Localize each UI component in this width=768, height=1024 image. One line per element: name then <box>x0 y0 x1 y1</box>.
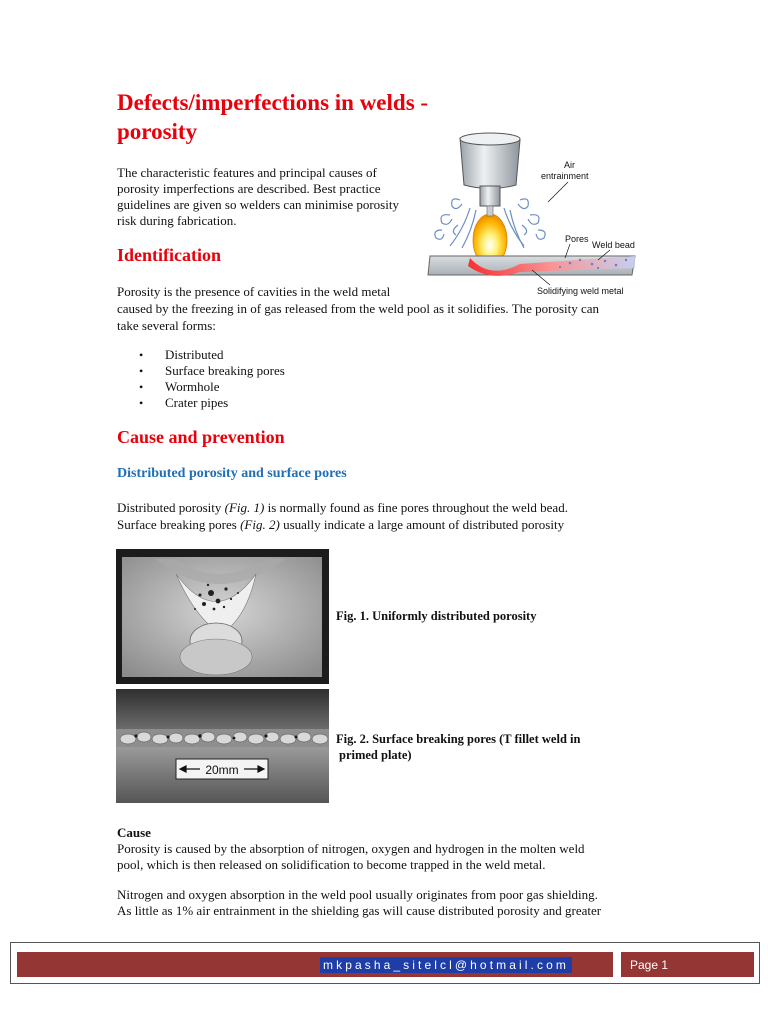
diagram-label-weld-bead: Weld bead <box>592 240 635 250</box>
p2-text-b: usually indicate a large amount of distributed porosity <box>279 517 565 532</box>
cause-heading: Cause <box>117 825 151 840</box>
diagram-label-solidifying: Solidifying weld metal <box>537 286 624 296</box>
fig1-caption: Fig. 1. Uniformly distributed porosity <box>336 609 537 623</box>
p1-text-b: is normally found as fine pores throughout the weld bead. <box>264 500 568 515</box>
cause-prevention-heading: Cause and prevention <box>117 427 285 447</box>
list-item: • Crater pipes <box>117 395 285 411</box>
list-item: • Wormhole <box>117 379 285 395</box>
cause-line-3: Nitrogen and oxygen absorption in the weld pool usually originates from poor gas shielding. <box>117 887 598 902</box>
distributed-paragraph-line-1 <box>117 499 657 516</box>
p1-text-a: Distributed porosity <box>117 500 225 515</box>
diagram-label-pores: Pores <box>565 234 589 244</box>
fig2-caption-line-2: primed plate) <box>339 748 412 762</box>
fig2-caption-line-1: Fig. 2. Surface breaking pores (T fillet weld in <box>336 732 581 746</box>
p2-text-a: Surface breaking pores <box>117 517 241 532</box>
distributed-porosity-subheading: Distributed porosity and surface pores <box>117 466 347 481</box>
porosity-forms-list <box>117 347 285 411</box>
diagram-label-entrainment: entrainment <box>541 171 589 181</box>
cause-line-4: As little as 1% air entrainment in the shielding gas will cause distributed porosity and greater <box>117 903 602 918</box>
page-number: Page 1 <box>630 958 669 972</box>
identification-heading: Identification <box>117 245 222 265</box>
cause-line-2: pool, which is then released on solidification to become trapped in the weld metal. <box>117 857 546 872</box>
fig2-scale-label: 20mm <box>205 763 239 777</box>
identification-line-2: caused by the freezing in of gas released from the weld pool as it solidifies. The porosity can <box>117 301 600 316</box>
footer-email[interactable]: mkpasha_sitelcl@hotmail.com <box>320 957 572 973</box>
intro-paragraph: The characteristic features and principal causes of porosity imperfections are described. Best practice guidelines are given so welders can minimise porosity risk during fabrication. <box>117 165 399 228</box>
identification-line-1: Porosity is the presence of cavities in the weld metal <box>117 284 391 299</box>
cause-line-1: Porosity is caused by the absorption of nitrogen, oxygen and hydrogen in the molten weld <box>117 841 585 856</box>
distributed-paragraph-line-2 <box>117 516 657 533</box>
list-item: • Distributed <box>117 347 285 363</box>
list-item: • Surface breaking pores <box>117 363 285 379</box>
fig1-macrograph-image <box>116 549 329 684</box>
welding-diagram <box>420 130 645 300</box>
fig2-reference: (Fig. 2) <box>240 517 280 532</box>
diagram-label-air: Air <box>564 160 575 170</box>
page-title: Defects/imperfections in welds - porosity <box>117 90 429 144</box>
fig2-fillet-weld-image <box>116 689 329 803</box>
fig1-reference: (Fig. 1) <box>224 500 265 515</box>
identification-line-3: take several forms: <box>117 318 216 333</box>
